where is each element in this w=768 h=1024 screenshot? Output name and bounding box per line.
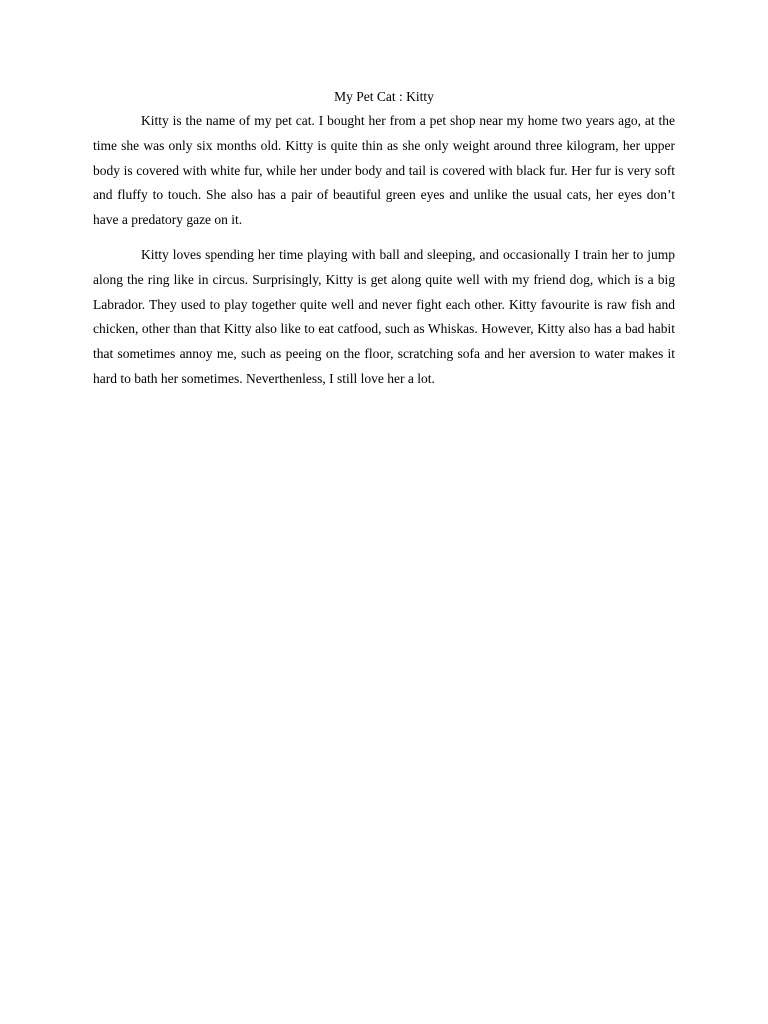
paragraph-2: Kitty loves spending her time playing with ball and sleeping, and occasionally I train her to jump along the ring like in circus. Surprisingly, Kitty is get along quite well with my friend dog, which is a big Labrador. They used to play together quite well and never fight each other. Kitty favourite is raw fish and chicken, other than that Kitty also like to eat catfood, such as Whiskas. However, Kitty also has a bad habit that sometimes annoy me, such as peeing on the floor, scratching sofa and her aversion to water makes it hard to bath her sometimes. Neverthenless, I still love her a lot. — [93, 246, 675, 386]
paragraph-1: Kitty is the name of my pet cat. I bought her from a pet shop near my home two years ago, at the time she was only six months old. Kitty is quite thin as she only weight around three kilogram, her upper body is covered with white fur, while her under body and tail is covered with black fur. Her fur is very soft and fluffy to touch. She also has a pair of beautiful green eyes and unlike the usual cats, her eyes don’t have a predatory gaze on it. — [93, 113, 675, 228]
document-body — [93, 87, 675, 402]
document-title: My Pet Cat : Kitty — [334, 89, 434, 104]
